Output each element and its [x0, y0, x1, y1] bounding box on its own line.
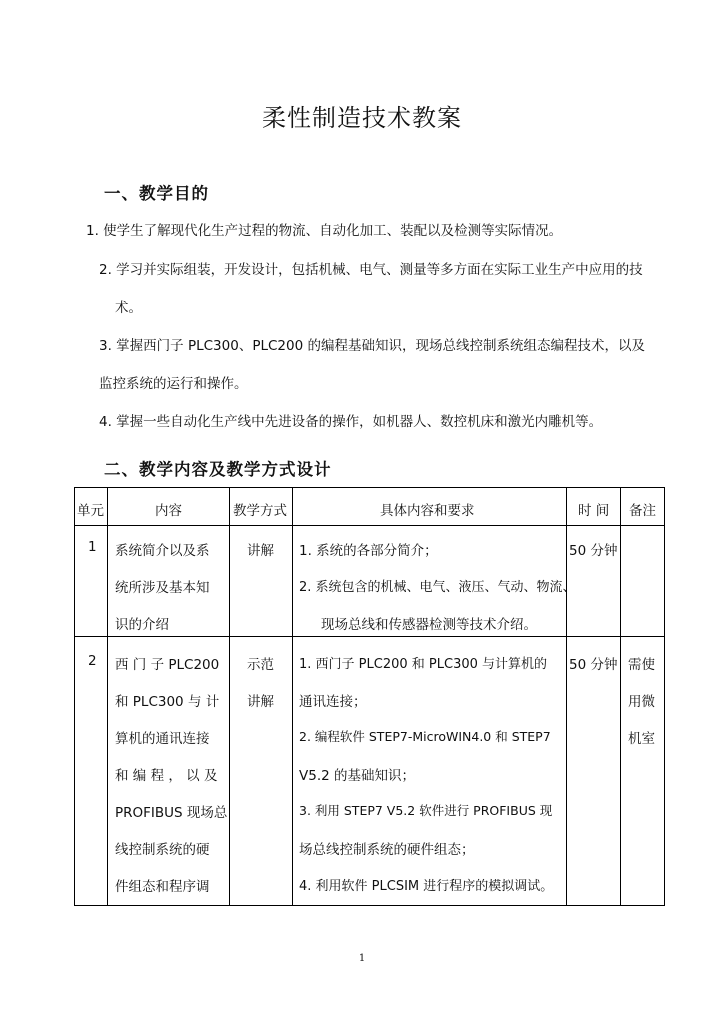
row1-details-line2: 2. 系统包含的机械、电气、液压、气动、物流、 [299, 580, 576, 595]
table-header-content: 内容 [155, 503, 182, 519]
row2-method-line2: 讲解 [247, 694, 274, 710]
table-header-details: 具体内容和要求 [380, 503, 475, 519]
row2-content-line2: 和 PLC300 与 计 [115, 694, 220, 710]
row2-content-line3: 算机的通讯连接 [115, 731, 210, 747]
objective-item-3-cont: 监控系统的运行和操作。 [99, 376, 248, 392]
row1-time: 50 分钟 [569, 543, 618, 559]
row2-unit: 2 [88, 653, 97, 669]
row2-note-line3: 机室 [628, 731, 655, 747]
row1-content-line3: 识的介绍 [115, 617, 169, 633]
objective-item-2: 2. 学习并实际组装，开发设计，包括机械、电气、测量等多方面在实际工业生产中应用的技 [99, 262, 643, 278]
row2-details-line3: 2. 编程软件 STEP7-MicroWIN4.0 和 STEP7 [299, 729, 551, 744]
row2-details-line5: 3. 利用 STEP7 V5.2 软件进行 PROFIBUS 现 [299, 803, 553, 818]
objective-item-2-cont: 术。 [115, 300, 142, 316]
row2-details-line2: 通讯连接； [299, 694, 367, 710]
row2-details-line7: 4. 利用软件 PLCSIM 进行程序的模拟调试。 [299, 879, 554, 894]
table-header-note: 备注 [629, 503, 656, 519]
section-heading-design: 二、教学内容及教学方式设计 [104, 460, 332, 479]
row2-content-line5: PROFIBUS 现场总 [115, 805, 228, 821]
table-header-time: 时 间 [578, 503, 610, 519]
objective-item-3: 3. 掌握西门子 PLC300、PLC200 的编程基础知识，现场总线控制系统组态编程技术，以及 [99, 338, 645, 354]
row2-note-line2: 用微 [628, 694, 655, 710]
row1-method: 讲解 [247, 543, 274, 559]
row1-details-line3: 现场总线和传感器检测等技术介绍。 [321, 617, 537, 633]
lesson-table [74, 487, 665, 906]
row2-content-line6: 线控制系统的硬 [115, 842, 210, 858]
row2-content-line1: 西 门 子 PLC200 [115, 657, 220, 673]
row2-details-line6: 场总线控制系统的硬件组态； [299, 842, 475, 858]
row2-content-line4: 和 编 程 ， 以 及 [115, 768, 218, 784]
objective-item-4: 4. 掌握一些自动化生产线中先进设备的操作，如机器人、数控机床和激光内雕机等。 [99, 414, 603, 430]
row2-time: 50 分钟 [569, 657, 618, 673]
row1-unit: 1 [88, 539, 97, 555]
row1-content-line1: 系统简介以及系 [115, 543, 210, 559]
row2-content-line7: 件组态和程序调 [115, 879, 210, 895]
section-heading-objectives: 一、教学目的 [104, 184, 209, 203]
document-title: 柔性制造技术教案 [262, 104, 462, 132]
row1-details-line1: 1. 系统的各部分简介； [299, 543, 438, 559]
row2-note-line1: 需使 [628, 657, 655, 673]
row2-details-line4: V5.2 的基础知识； [299, 768, 415, 784]
table-header-method: 教学方式 [233, 503, 287, 519]
row1-content-line2: 统所涉及基本知 [115, 580, 210, 596]
row2-details-line1: 1. 西门子 PLC200 和 PLC300 与计算机的 [299, 657, 548, 672]
row2-method-line1: 示范 [247, 657, 274, 673]
objective-item-1: 1. 使学生了解现代化生产过程的物流、自动化加工、装配以及检测等实际情况。 [86, 223, 563, 239]
table-header-unit: 单元 [77, 503, 104, 519]
page-number: 1 [358, 953, 366, 964]
